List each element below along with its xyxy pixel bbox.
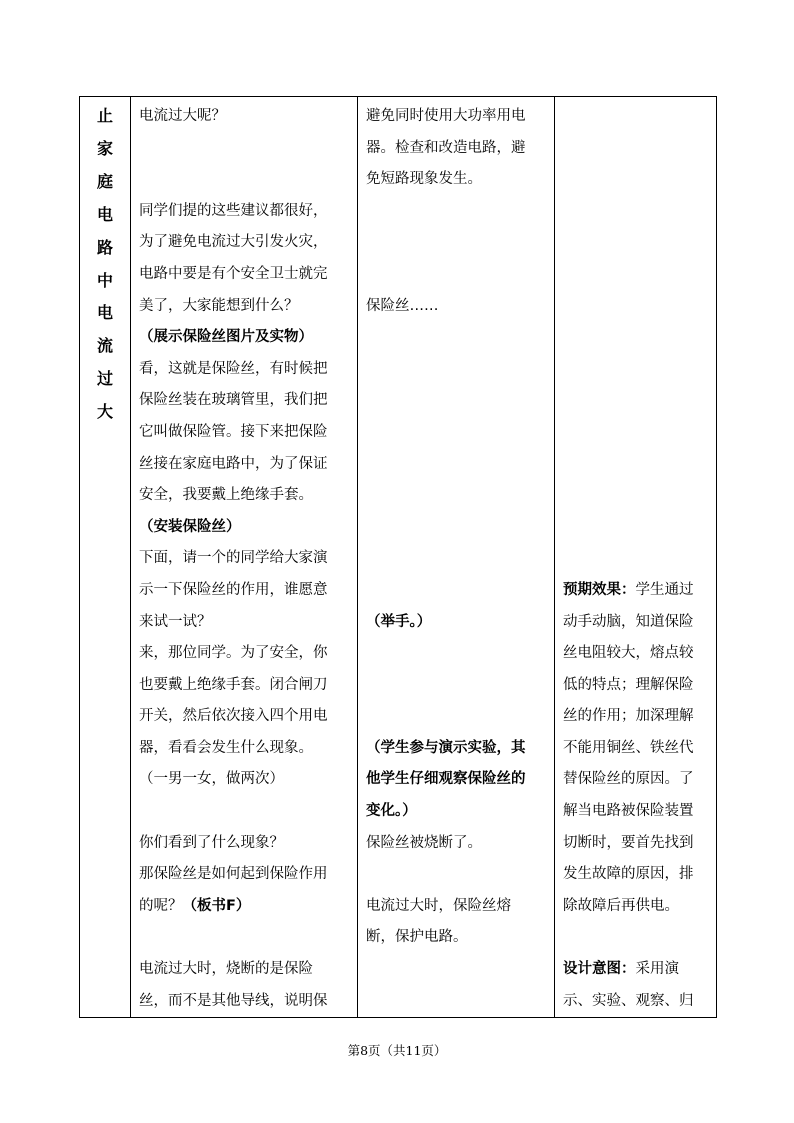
section-title-cell — [80, 97, 131, 1018]
title-char: 大 — [96, 402, 113, 422]
text-line: 电流过大时，保险丝熔 — [366, 897, 511, 914]
text-line: 下面，请一个的同学给大家演 — [139, 550, 328, 567]
title-char: 电 — [96, 204, 113, 224]
text-line: 除故障后再供电。 — [563, 897, 679, 914]
text-line — [366, 227, 548, 259]
text-line — [563, 227, 710, 259]
text-line: 示一下保险丝的作用，谁愿意 — [139, 581, 328, 598]
text-line — [563, 133, 710, 165]
text-line: 保险丝装在玻璃管里，我们把 — [139, 392, 328, 409]
text-line: 避免同时使用大功率用电 — [366, 108, 526, 124]
text-line: 不能用铜丝、铁丝代 — [563, 739, 694, 756]
text-line — [563, 954, 710, 986]
text-line: 它叫做保险管。接下来把保险 — [139, 423, 328, 440]
text-line: 丝接在家庭电路中，为了保证 — [139, 455, 328, 472]
text-label: 预期效果： — [563, 581, 636, 598]
text-line — [139, 133, 351, 165]
text-line: （学生参与演示实验，其 — [366, 739, 526, 756]
design-intent-text — [555, 97, 716, 1017]
text-line — [366, 322, 548, 354]
text-line: 那保险丝是如何起到保险作用 — [139, 866, 328, 883]
text-line — [563, 291, 710, 323]
text-content: 的呢？ — [139, 897, 183, 914]
text-line: 保险丝被烧断了。 — [366, 834, 482, 851]
text-line: 丝电阻较大，熔点较 — [563, 645, 694, 662]
text-line: 电流过大时，烧断的是保险 — [139, 961, 313, 978]
text-line — [366, 417, 548, 449]
text-line: 变化。） — [366, 803, 417, 820]
text-line — [366, 354, 548, 386]
text-line — [563, 164, 710, 196]
title-char: 路 — [96, 237, 113, 257]
title-char: 过 — [96, 369, 113, 389]
title-char: 庭 — [96, 171, 113, 191]
text-line — [366, 670, 548, 702]
text-line: （一男一女，做两次） — [139, 771, 284, 788]
text-line — [366, 480, 548, 512]
text-line: 美了，大家能想到什么？ — [139, 297, 299, 314]
text-line — [139, 796, 351, 828]
text-line: 来，那位同学。为了安全，你 — [139, 645, 328, 662]
text-line: 你们看到了什么现象？ — [139, 834, 284, 851]
text-line: 断，保护电路。 — [366, 929, 468, 946]
page-footer: 第8页（共11页） — [347, 1043, 447, 1058]
text-line: 为了避免电流过大引发火灾， — [139, 234, 328, 251]
text-line: 示、实验、观察、归 — [563, 992, 694, 1009]
student-activity-cell — [358, 97, 555, 1018]
text-line — [563, 322, 710, 354]
board-note: （板书F） — [182, 897, 251, 914]
text-line: 低的特点；理解保险 — [563, 676, 694, 693]
text-line — [366, 259, 548, 291]
text-line — [563, 449, 710, 481]
text-line: （举手。） — [366, 613, 432, 630]
title-char: 电 — [96, 303, 113, 323]
teacher-activity-cell — [131, 97, 358, 1018]
text-label: 设计意图： — [563, 961, 636, 978]
teacher-activity-text — [131, 97, 357, 1017]
text-line: 来试一试？ — [139, 613, 212, 630]
text-line — [139, 891, 351, 923]
text-line: （展示保险丝图片及实物） — [139, 329, 313, 346]
text-line: 发生故障的原因，排 — [563, 866, 694, 883]
text-line — [563, 480, 710, 512]
title-char: 止 — [96, 106, 113, 125]
text-line: 替保险丝的原因。了 — [563, 771, 694, 788]
text-line — [563, 259, 710, 291]
text-line — [366, 575, 548, 607]
text-line: 也要戴上绝缘手套。闭合闸刀 — [139, 676, 328, 693]
text-line: 保险丝…… — [366, 297, 439, 314]
text-line — [366, 859, 548, 891]
text-line — [563, 922, 710, 954]
text-line — [366, 449, 548, 481]
text-line: 器，看看会发生什么现象。 — [139, 739, 313, 756]
table-row — [80, 97, 717, 1018]
text-line — [563, 101, 710, 133]
text-line: 他学生仔细观察保险丝的 — [366, 771, 526, 788]
text-line — [563, 196, 710, 228]
text-line — [563, 543, 710, 575]
title-char: 流 — [96, 336, 113, 356]
student-activity-text — [358, 97, 554, 954]
text-line — [139, 922, 351, 954]
text-line: 解当电路被保险装置 — [563, 803, 694, 820]
text-line: （安装保险丝） — [139, 518, 241, 535]
lesson-plan-table — [79, 96, 717, 1018]
text-line: 切断时，要首先找到 — [563, 834, 694, 851]
text-line — [366, 385, 548, 417]
text-line — [366, 512, 548, 544]
section-title-vertical — [80, 97, 130, 429]
design-intent-cell — [555, 97, 717, 1018]
text-line — [366, 543, 548, 575]
text-content: 学生通过 — [635, 581, 694, 598]
text-line: 开关，然后依次接入四个用电 — [139, 708, 328, 725]
title-char: 中 — [96, 270, 113, 290]
text-line — [563, 354, 710, 386]
text-content: 采用演 — [635, 961, 679, 978]
text-line — [563, 512, 710, 544]
text-line: 电路中要是有个安全卫士就完 — [139, 265, 328, 282]
text-line: 丝的作用；加深理解 — [563, 708, 694, 725]
text-line: 安全，我要戴上绝缘手套。 — [139, 487, 313, 504]
text-line — [563, 417, 710, 449]
text-line — [563, 575, 710, 607]
text-line — [366, 638, 548, 670]
text-line: 电流过大呢？ — [139, 108, 226, 124]
text-line — [366, 196, 548, 228]
text-line — [563, 385, 710, 417]
text-line: 动手动脑，知道保险 — [563, 613, 694, 630]
text-line: 丝，而不是其他导线，说明保 — [139, 992, 328, 1009]
text-line: 看，这就是保险丝，有时候把 — [139, 360, 328, 377]
text-line: 器。检查和改造电路，避 — [366, 139, 526, 156]
text-line: 同学们提的这些建议都很好， — [139, 202, 328, 219]
text-line: 免短路现象发生。 — [366, 171, 482, 188]
title-char: 家 — [96, 138, 113, 158]
text-line — [139, 164, 351, 196]
text-line — [366, 701, 548, 733]
